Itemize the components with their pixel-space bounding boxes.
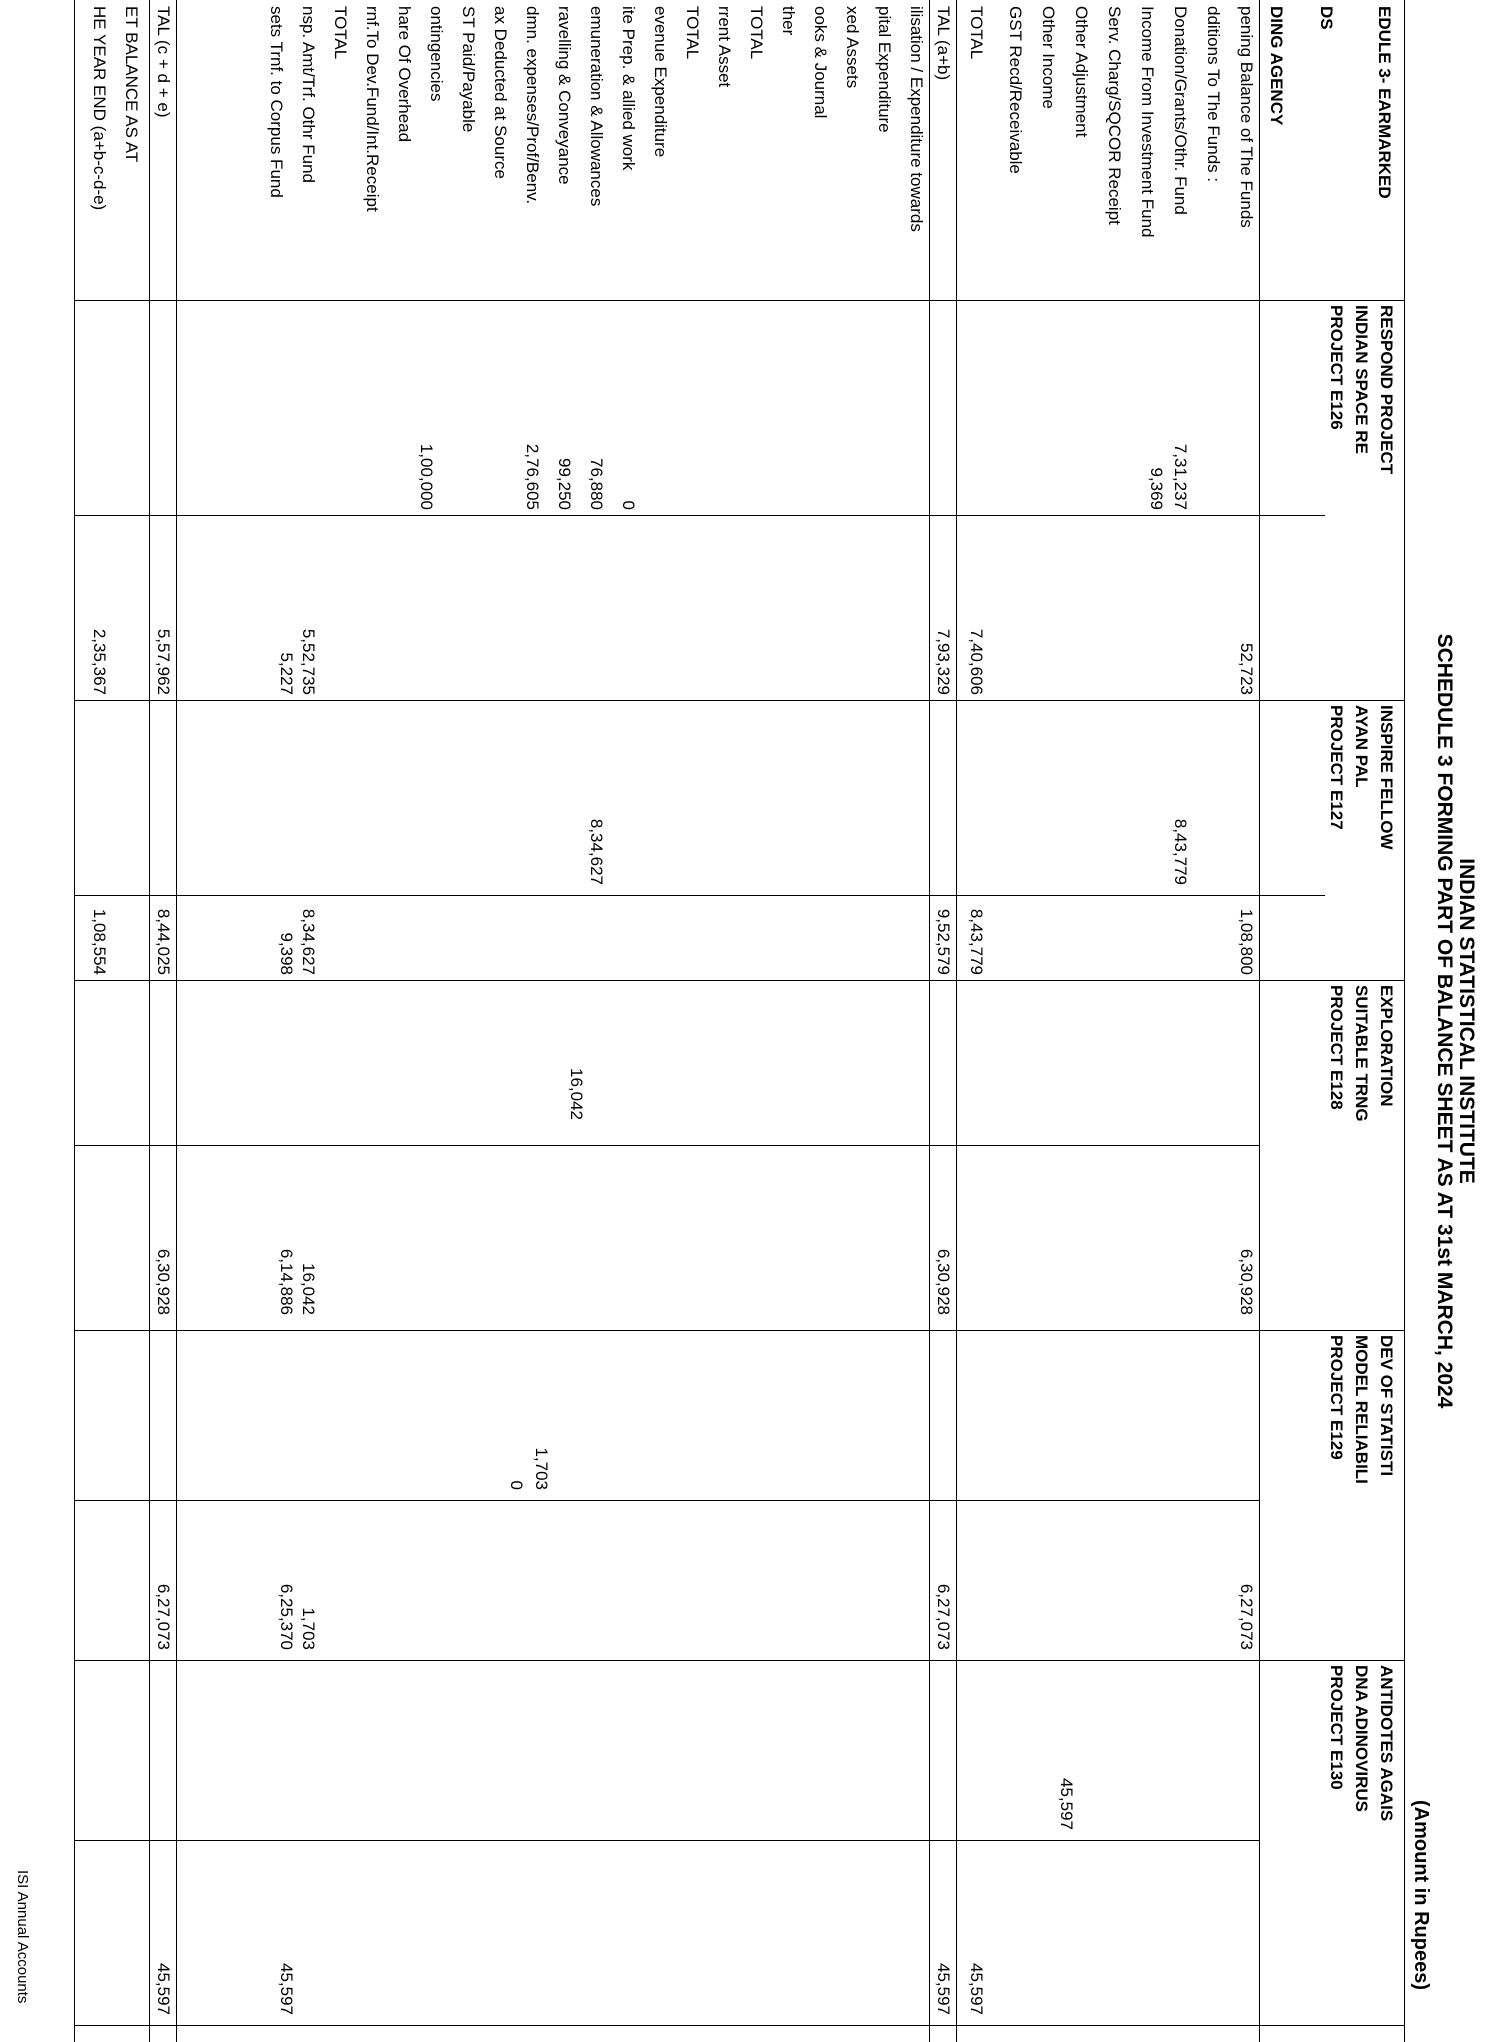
row-label: ooks & Journal	[811, 6, 830, 119]
cell-income-investment: 45,597	[1057, 1778, 1076, 1830]
row-label: ST Paid/Payable	[459, 6, 478, 133]
row-label: ite Prep. & allied work	[619, 6, 638, 171]
project-code: PROJECT E130	[1327, 1665, 1346, 1790]
row-label: Other Income	[1039, 6, 1058, 109]
cell-net-balance: 2,35,367	[90, 628, 109, 695]
row-label: nsp. Amt/Trf. Othr Fund	[299, 6, 318, 183]
table-top-border	[1404, 0, 1405, 2042]
row-label: xed Assets	[843, 6, 862, 89]
row-label: TOTAL	[967, 6, 986, 60]
agency-label: DING AGENCY	[1267, 6, 1286, 126]
cell-total-ab: 45,597	[934, 1963, 953, 2015]
cell-transfer-other: 6,14,886	[277, 1248, 296, 1315]
cell-remuneration: 76,880	[587, 458, 606, 510]
row-label: sets Trnf. to Corpus Fund	[267, 6, 286, 198]
cell-admn: 2,76,605	[523, 443, 542, 510]
project-code: PROJECT E127	[1327, 705, 1346, 830]
amount-note: (Amount in Rupees)	[1410, 1800, 1432, 1990]
row-label: dditions To The Funds :	[1204, 6, 1223, 183]
cell-net-balance: 1,08,554	[90, 908, 109, 975]
cell-total-cde: 6,30,928	[154, 1248, 173, 1315]
row-label: hare Of Overhead	[395, 6, 414, 143]
cell-opening-total: 6,30,928	[1237, 1248, 1256, 1315]
institute-title: INDIAN STATISTICAL INSTITUTE	[1455, 858, 1478, 1184]
schedule-title: SCHEDULE 3 FORMING PART OF BALANCE SHEET AS AT 31st MARCH, 2024	[1433, 633, 1456, 1409]
row-label: ET BALANCE AS AT	[122, 6, 141, 163]
column-divider	[75, 700, 1405, 701]
cell-site-prep: 0	[619, 500, 638, 510]
row-label: evenue Expenditure	[651, 6, 670, 158]
row-label: ontingencies	[427, 6, 446, 102]
cell-total-ab: 6,27,073	[934, 1583, 953, 1650]
project-name-line1: ANTIDOTES AGAIS	[1377, 1665, 1396, 1822]
cell-total-ab: 7,93,329	[934, 628, 953, 695]
row-label: GST Recd/Receivable	[1006, 6, 1025, 174]
project-name-line1: EXPLORATION	[1377, 985, 1396, 1107]
column-divider	[75, 1500, 1260, 1501]
row-label: HE YEAR END (a+b-c-d-e)	[90, 6, 109, 211]
cell-share-overhead: 1,00,000	[417, 443, 436, 510]
row-label: ravelling & Conveyance	[555, 6, 574, 185]
column-divider	[75, 1145, 1260, 1146]
cell-opening-total: 1,08,800	[1237, 908, 1256, 975]
column-divider	[75, 515, 1325, 516]
column-divider	[75, 895, 1325, 896]
cell-donation: 7,31,237	[1171, 443, 1190, 510]
project-name-line2: SUITABLE TRNG	[1352, 985, 1371, 1122]
project-name-line1: DEV OF STATISTI	[1377, 1335, 1396, 1477]
section-divider-2	[929, 0, 930, 2042]
row-label: Donation/Grants/Othr. Fund	[1171, 6, 1190, 215]
cell-rev-total: 8,34,627	[299, 908, 318, 975]
project-name-line2: INDIAN SPACE RE	[1352, 305, 1371, 454]
table-bottom-border	[74, 0, 75, 2042]
project-name-line2: MODEL RELIABILI	[1352, 1335, 1371, 1484]
cell-travelling: 99,250	[555, 458, 574, 510]
row-label: TOTAL	[683, 6, 702, 60]
cell-total-cde: 8,44,025	[154, 908, 173, 975]
row-label: rnf.To Dev.Fund/Int.Receipt	[363, 6, 382, 212]
funds-label: DS	[1317, 6, 1336, 30]
cell-transfer-other: 5,227	[277, 652, 296, 695]
section-divider-3	[176, 0, 177, 2042]
column-divider	[75, 300, 1405, 301]
column-divider	[75, 980, 1405, 981]
cell-travelling: 1,703	[532, 1447, 551, 1490]
project-name-line1: RESPOND PROJECT	[1377, 305, 1396, 475]
cell-transfer-other: 6,25,370	[277, 1583, 296, 1650]
cell-opening-total: 52,723	[1237, 643, 1256, 695]
cell-rev-total: 16,042	[299, 1263, 318, 1315]
cell-additions-total: 7,40,606	[967, 628, 986, 695]
cell-income-investment: 9,369	[1147, 467, 1166, 510]
row-label: Serv. Charg/SQCOR Receipt	[1105, 6, 1124, 225]
row-label: TOTAL	[747, 6, 766, 60]
cell-transfer-other: 9,398	[277, 932, 296, 975]
row-label: pening Balance of The Funds	[1237, 6, 1256, 228]
cell-opening-total: 6,27,073	[1237, 1583, 1256, 1650]
row-label: rrent Asset	[715, 6, 734, 88]
project-name-line2: AYAN PAL	[1352, 705, 1371, 788]
section-divider-1	[956, 0, 957, 2042]
cell-total-cde: 5,57,962	[154, 628, 173, 695]
row-label: TAL (a+b)	[934, 6, 953, 81]
column-divider	[75, 1330, 1405, 1331]
column-divider	[75, 1840, 1260, 1841]
cell-transfer-other: 45,597	[277, 1963, 296, 2015]
column-divider	[75, 2025, 1405, 2026]
cell-rev-total: 5,52,735	[299, 628, 318, 695]
column-divider	[75, 1660, 1405, 1661]
row-label: ther	[779, 6, 798, 36]
header-bottom-border	[1259, 0, 1260, 2042]
cell-rev-total: 1,703	[299, 1607, 318, 1650]
cell-donation: 8,43,779	[1171, 818, 1190, 885]
row-label: pital Expenditure	[875, 6, 894, 133]
project-name-line2: DNA ADINOVIRUS	[1352, 1665, 1371, 1813]
schedule-label: EDULE 3- EARMARKED	[1375, 6, 1394, 199]
project-code: PROJECT E129	[1327, 1335, 1346, 1460]
section-divider-4	[149, 0, 150, 2042]
cell-total-cde: 6,27,073	[154, 1583, 173, 1650]
row-label: TOTAL	[331, 6, 350, 60]
cell-additions-total: 45,597	[967, 1963, 986, 2015]
cell-total-ab: 6,30,928	[934, 1248, 953, 1315]
cell-additions-total: 8,43,779	[967, 908, 986, 975]
cell-total-ab: 9,52,579	[934, 908, 953, 975]
row-label: Income From Investment Fund	[1138, 6, 1157, 238]
cell-remuneration: 8,34,627	[587, 818, 606, 885]
row-label: dmn. expenses/Prof/Benv.	[523, 6, 542, 205]
row-label: TAL (c + d + e)	[154, 6, 173, 118]
footer-text: ISI Annual Accounts	[14, 1870, 31, 2004]
row-label: emuneration & Allowances	[587, 6, 606, 207]
project-code: PROJECT E128	[1327, 985, 1346, 1110]
cell-remuneration: 16,042	[567, 1068, 586, 1120]
cell-admn: 0	[507, 1480, 526, 1490]
project-name-line1: INSPIRE FELLOW	[1377, 705, 1396, 850]
row-label: Other Adjustment	[1072, 6, 1091, 138]
row-label: ilisation / Expenditure towards	[907, 6, 926, 232]
project-code: PROJECT E126	[1327, 305, 1346, 430]
row-label: ax Deducted at Source	[491, 6, 510, 179]
cell-total-cde: 45,597	[154, 1963, 173, 2015]
